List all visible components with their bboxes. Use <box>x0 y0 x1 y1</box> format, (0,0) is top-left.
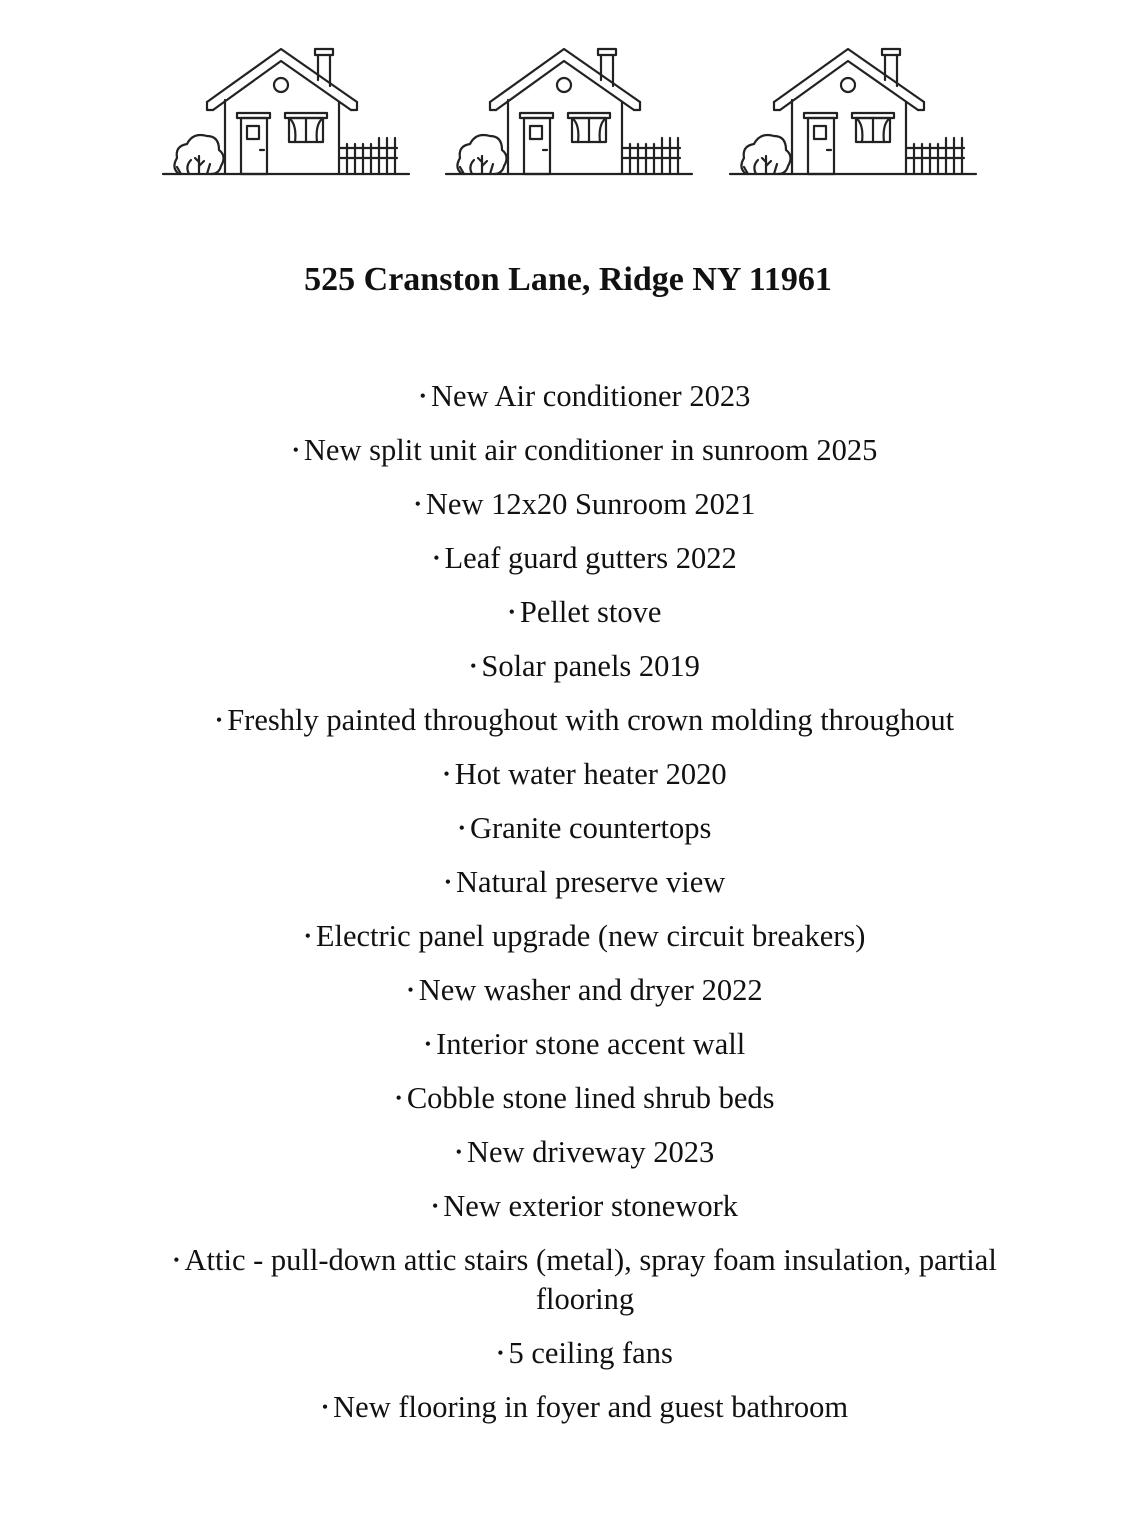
bullet-icon: • <box>419 386 426 406</box>
feature-text: Solar panels 2019 <box>481 649 700 683</box>
feature-text: New washer and dryer 2022 <box>418 973 763 1007</box>
feature-text: Leaf guard gutters 2022 <box>444 541 737 575</box>
feature-item <box>150 755 1020 794</box>
property-address-title: 525 Cranston Lane, Ridge NY 11961 <box>304 261 832 298</box>
feature-item <box>150 863 1020 902</box>
feature-item <box>150 1133 1020 1172</box>
feature-text: New 12x20 Sunroom 2021 <box>425 487 756 521</box>
feature-item <box>150 971 1020 1010</box>
feature-item <box>150 1241 1020 1319</box>
feature-text: New driveway 2023 <box>466 1135 715 1169</box>
feature-text: Attic - pull-down attic stairs (metal), spray foam insulation, partial flooring <box>184 1243 997 1316</box>
bullet-icon: • <box>433 548 440 568</box>
feature-item <box>150 917 1020 956</box>
bullet-icon: • <box>444 872 451 892</box>
feature-item <box>150 1334 1020 1373</box>
bullet-icon: • <box>508 602 515 622</box>
feature-text: Hot water heater 2020 <box>454 757 727 791</box>
bullet-icon: • <box>215 710 223 730</box>
feature-item <box>150 809 1020 848</box>
feature-item <box>150 377 1020 416</box>
feature-text: New exterior stonework <box>443 1189 739 1223</box>
feature-item <box>150 1025 1020 1064</box>
feature-text: Freshly painted throughout with crown molding throughout <box>227 703 955 737</box>
feature-text: Natural preserve view <box>456 865 726 899</box>
house-icon <box>444 40 694 185</box>
feature-item <box>150 1187 1020 1226</box>
bullet-icon: • <box>424 1034 432 1054</box>
feature-text: Electric panel upgrade (new circuit breakers) <box>315 919 866 953</box>
feature-list <box>150 377 1020 1442</box>
bullet-icon: • <box>292 440 299 460</box>
bullet-icon: • <box>497 1343 504 1363</box>
feature-text: Granite countertops <box>469 811 712 845</box>
house-icon <box>728 40 978 185</box>
feature-text: New flooring in foyer and guest bathroom <box>333 1390 849 1424</box>
bullet-icon: • <box>458 818 465 838</box>
feature-text: Cobble stone lined shrub beds <box>406 1081 775 1115</box>
bullet-icon: • <box>321 1397 329 1417</box>
bullet-icon: • <box>407 980 414 1000</box>
feature-text: Pellet stove <box>519 595 662 629</box>
bullet-icon: • <box>395 1088 402 1108</box>
bullet-icon: • <box>455 1142 462 1162</box>
bullet-icon: • <box>443 764 450 784</box>
feature-text: Interior stone accent wall <box>436 1027 746 1061</box>
feature-item <box>150 1388 1020 1427</box>
feature-text: New Air conditioner 2023 <box>430 379 751 413</box>
feature-item <box>150 485 1020 524</box>
feature-item <box>150 701 1020 740</box>
bullet-icon: • <box>431 1196 439 1216</box>
bullet-icon: • <box>414 494 421 514</box>
feature-item <box>150 647 1020 686</box>
feature-item <box>150 539 1020 578</box>
feature-item <box>150 431 1020 470</box>
feature-item <box>150 593 1020 632</box>
house-illustration-row <box>0 40 1136 185</box>
feature-text: New split unit air conditioner in sunroom 2025 <box>303 433 878 467</box>
bullet-icon: • <box>173 1250 180 1270</box>
feature-item <box>150 1079 1020 1118</box>
bullet-icon: • <box>304 926 311 946</box>
bullet-icon: • <box>470 656 477 676</box>
feature-text: 5 ceiling fans <box>508 1336 673 1370</box>
house-icon <box>161 40 411 185</box>
